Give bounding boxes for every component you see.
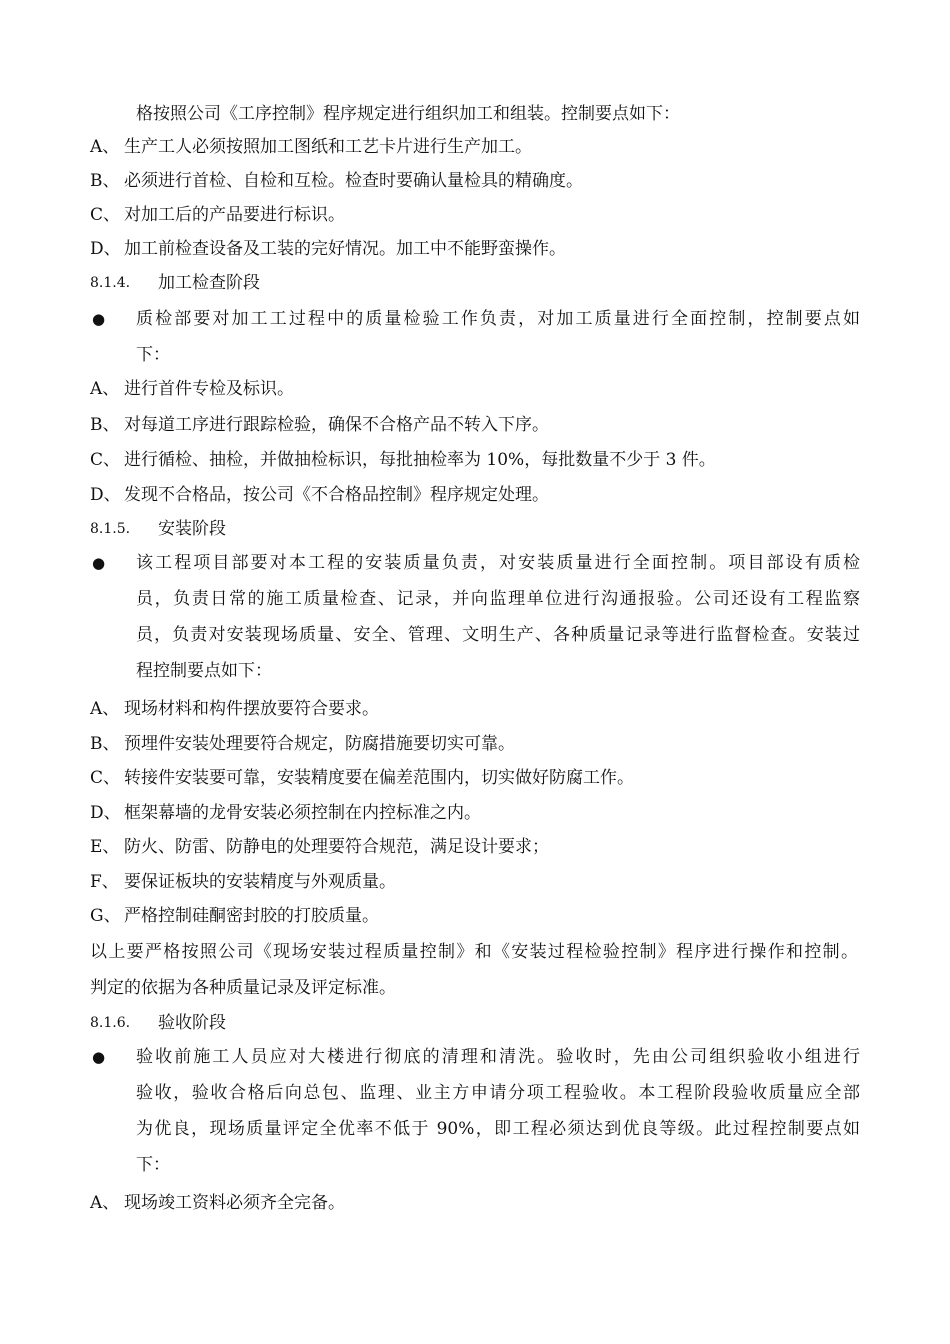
list-text: 框架幕墙的龙骨安装必须控制在内控标准之内。	[124, 803, 481, 823]
list-marker: C、	[90, 205, 121, 225]
bullet-icon: ●	[92, 554, 106, 572]
list-text: 现场材料和构件摆放要符合要求。	[124, 699, 379, 719]
list-text: 进行首件专检及标识。	[124, 379, 294, 399]
bullet-text: 下：	[136, 345, 170, 365]
list-text: 生产工人必须按照加工图纸和工艺卡片进行生产加工。	[124, 137, 532, 157]
section-title: 安装阶段	[158, 519, 226, 539]
bullet-text: 下：	[136, 1155, 170, 1175]
list-text: 加工前检查设备及工装的完好情况。加工中不能野蛮操作。	[124, 239, 566, 259]
list-marker: D、	[90, 485, 121, 505]
list-text: 严格控制硅酮密封胶的打胶质量。	[124, 906, 379, 926]
section-number: 8.1.6.	[90, 1015, 131, 1031]
list-marker: A、	[90, 137, 120, 157]
list-marker: F、	[90, 872, 119, 892]
bullet-text: 程控制要点如下：	[136, 661, 272, 681]
list-text: 发现不合格品，按公司《不合格品控制》程序规定处理。	[124, 485, 549, 505]
list-marker: B、	[90, 734, 120, 754]
bullet-text: 验收前施工人员应对大楼进行彻底的清理和清洗。验收时，先由公司组织验收小组进行	[136, 1047, 860, 1067]
list-marker: A、	[90, 1193, 120, 1213]
list-marker: D、	[90, 239, 121, 259]
list-marker: B、	[90, 415, 120, 435]
section-title: 验收阶段	[158, 1013, 226, 1033]
list-marker: A、	[90, 699, 120, 719]
list-text: 对加工后的产品要进行标识。	[124, 205, 345, 225]
list-text: 进行循检、抽检，并做抽检标识，每批抽检率为 10%，每批数量不少于 3 件。	[124, 450, 716, 470]
list-marker: C、	[90, 768, 121, 788]
list-marker: G、	[90, 906, 121, 926]
bullet-text: 质检部要对加工工过程中的质量检验工作负责，对加工质量进行全面控制，控制要点如	[136, 309, 860, 329]
list-marker: B、	[90, 171, 120, 191]
section-number: 8.1.4.	[90, 275, 131, 291]
bullet-text: 为优良，现场质量评定全优率不低于 90%，即工程必须达到优良等级。此过程控制要点如	[136, 1119, 860, 1139]
summary-text: 判定的依据为各种质量记录及评定标准。	[90, 978, 396, 998]
list-text: 防火、防雷、防静电的处理要符合规范，满足设计要求；	[124, 837, 549, 857]
list-text: 转接件安装要可靠，安装精度要在偏差范围内，切实做好防腐工作。	[124, 768, 634, 788]
list-text: 要保证板块的安装精度与外观质量。	[124, 872, 396, 892]
list-marker: D、	[90, 803, 121, 823]
bullet-text: 员，负责日常的施工质量检查、记录，并向监理单位进行沟通报验。公司还设有工程监察	[136, 589, 860, 609]
list-text: 必须进行首检、自检和互检。检查时要确认量检具的精确度。	[124, 171, 583, 191]
bullet-icon: ●	[92, 1048, 106, 1066]
list-text: 现场竣工资料必须齐全完备。	[124, 1193, 345, 1213]
section-number: 8.1.5.	[90, 521, 131, 537]
section-title: 加工检查阶段	[158, 273, 260, 293]
list-marker: C、	[90, 450, 121, 470]
bullet-icon: ●	[92, 310, 106, 328]
summary-text: 以上要严格按照公司《现场安装过程质量控制》和《安装过程检验控制》程序进行操作和控制。	[90, 942, 858, 962]
bullet-text: 员，负责对安装现场质量、安全、管理、文明生产、各种质量记录等进行监督检查。安装过	[136, 625, 860, 645]
list-text: 预埋件安装处理要符合规定，防腐措施要切实可靠。	[124, 734, 515, 754]
bullet-text: 验收，验收合格后向总包、监理、业主方申请分项工程验收。本工程阶段验收质量应全部	[136, 1083, 860, 1103]
intro-text: 格按照公司《工序控制》程序规定进行组织加工和组装。控制要点如下：	[136, 104, 680, 124]
bullet-text: 该工程项目部要对本工程的安装质量负责，对安装质量进行全面控制。项目部设有质检	[136, 553, 860, 573]
list-marker: E、	[90, 837, 120, 857]
list-marker: A、	[90, 379, 120, 399]
list-text: 对每道工序进行跟踪检验，确保不合格产品不转入下序。	[124, 415, 549, 435]
